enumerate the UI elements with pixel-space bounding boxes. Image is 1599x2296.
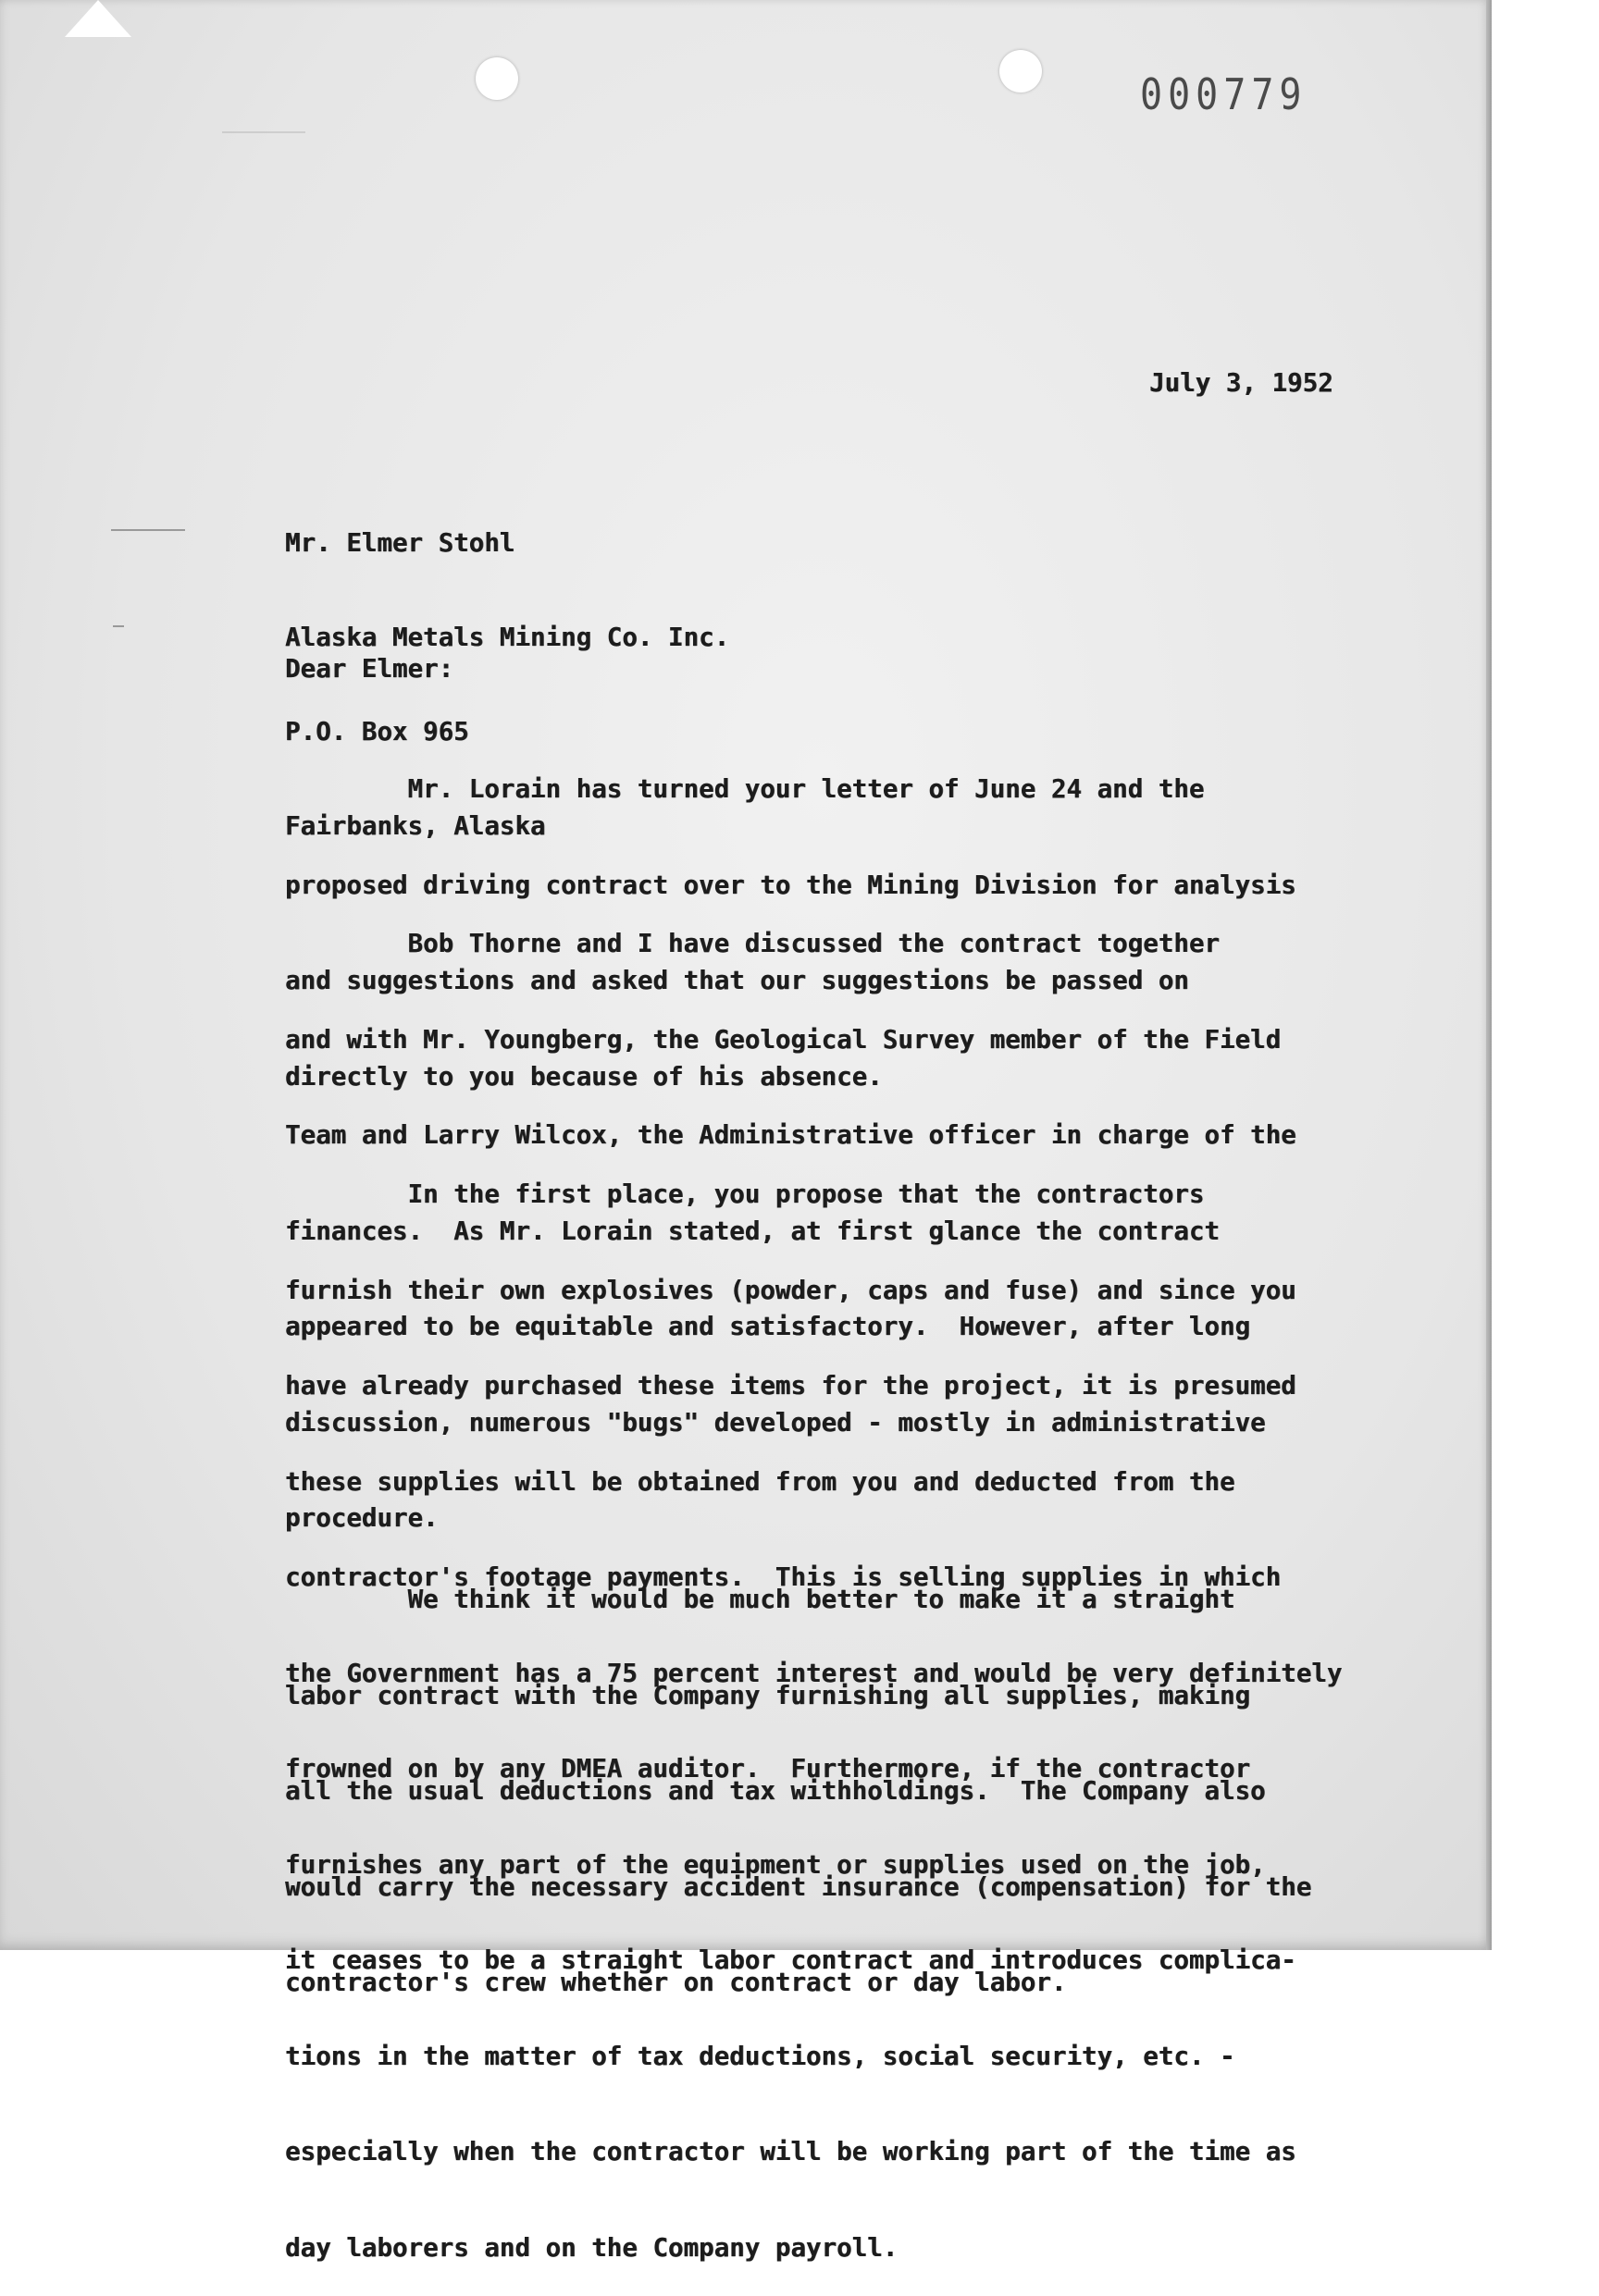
paragraph-line: furnish their own explosives (powder, caps and fuse) and since you [285,1275,1296,1305]
paragraph-line: frowned on by any DMEA auditor. Furthermore, if the contractor [285,1754,1251,1784]
paragraph-line: We think it would be much better to make it a straight [285,1585,1235,1614]
paragraph-line: proposed driving contract over to the Mining Division for analysis [285,870,1296,900]
paragraph-line: these supplies will be obtained from you and deducted from the [285,1466,1235,1497]
paragraph-line: finances. As Mr. Lorain stated, at first glance the contract [285,1216,1220,1246]
page-corner-tear [65,0,131,37]
paragraph-line: discussion, numerous "bugs" developed - mostly in administrative [285,1407,1266,1438]
paragraph-line: Mr. Lorain has turned your letter of June 24 and the [285,774,1205,804]
recipient-city: Fairbanks, Alaska [285,811,546,841]
paragraph-line: furnishes any part of the equipment or supplies used on the job, [285,1849,1266,1880]
paragraph-line: procedure. [285,1503,439,1533]
recipient-company: Alaska Metals Mining Co. Inc. [285,623,730,652]
salutation: Dear Elmer: [285,654,454,684]
recipient-po-box: P.O. Box 965 [285,717,469,747]
paragraph-line: contractor's footage payments. This is selling supplies in which [285,1562,1282,1592]
paragraph-line: In the first place, you propose that the contractors [285,1179,1205,1209]
paragraph-line: contractor's crew whether on contract or day labor. [285,1968,1067,1997]
paragraph-line: have already purchased these items for the project, it is presumed [285,1371,1296,1401]
paragraph-line: it ceases to be a straight labor contract and introduces complica- [285,1945,1296,1975]
paragraph-line: would carry the necessary accident insurance (compensation) for the [285,1871,1312,1902]
document-stamp-number: 000779 [1140,70,1308,120]
paragraph-line: especially when the contractor will be working part of the time as [285,2137,1296,2166]
paragraph-line: and suggestions and asked that our suggestions be passed on [285,966,1189,995]
paragraph-line: labor contract with the Company furnishing all supplies, making [285,1680,1251,1710]
paragraph-4 [285,1520,1311,2031]
paragraph-line: tions in the matter of tax deductions, social security, etc. - [285,2041,1235,2071]
punch-hole-right [999,50,1042,93]
paragraph-line: appeared to be equitable and satisfactory. However, after long [285,1312,1251,1341]
recipient-name: Mr. Elmer Stohl [285,528,515,558]
page-edge-shadow [1486,0,1492,1950]
paragraph-line: Bob Thorne and I have discussed the contract together [285,929,1220,958]
margin-mark [113,625,124,627]
margin-mark [222,131,305,133]
punch-hole-left [476,57,518,100]
paragraph-line: the Government has a 75 percent interest and would be very definitely [285,1658,1343,1688]
margin-mark [111,529,185,531]
paragraph-line: directly to you because of his absence. [285,1061,883,1092]
paragraph-line: day laborers and on the Company payroll. [285,2232,899,2263]
paragraph-line: and with Mr. Youngberg, the Geological Survey member of the Field [285,1024,1282,1055]
letter-date: July 3, 1952 [1149,368,1333,398]
paragraph-line: Team and Larry Wilcox, the Administrative officer in charge of the [285,1120,1296,1150]
paragraph-line: all the usual deductions and tax withholdings. The Company also [285,1776,1266,1806]
